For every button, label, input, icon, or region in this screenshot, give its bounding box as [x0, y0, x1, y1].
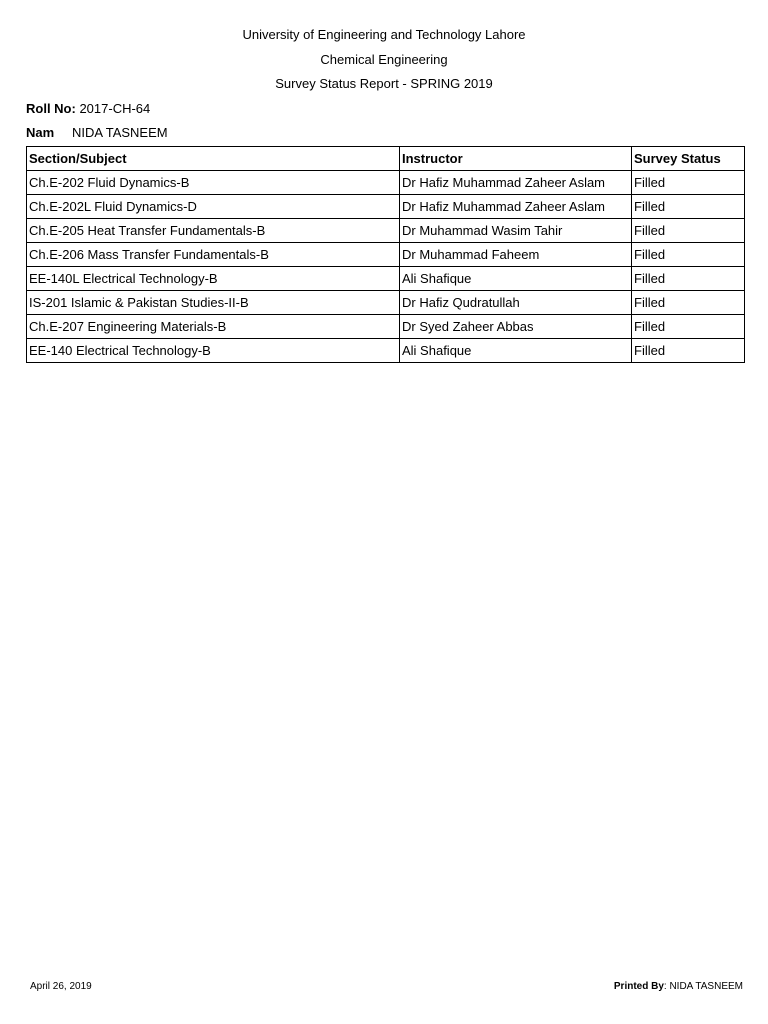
department-title: Chemical Engineering — [320, 52, 448, 67]
university-title: University of Engineering and Technology Lahore — [242, 27, 526, 42]
status-cell: Filled — [632, 339, 745, 363]
roll-number-value: 2017-CH-64 — [79, 101, 151, 116]
printed-by — [614, 981, 743, 992]
instructor-cell: Dr Hafiz Muhammad Zaheer Aslam — [400, 195, 632, 219]
table-row — [27, 267, 745, 291]
table-row — [27, 219, 745, 243]
status-cell: Filled — [632, 171, 745, 195]
instructor-cell: Dr Hafiz Muhammad Zaheer Aslam — [400, 171, 632, 195]
table-row — [27, 195, 745, 219]
subject-cell: Ch.E-205 Heat Transfer Fundamentals-B — [27, 219, 400, 243]
column-header-section-subject: Section/Subject — [27, 147, 400, 171]
subject-cell: Ch.E-202 Fluid Dynamics-B — [27, 171, 400, 195]
report-date: April 26, 2019 — [30, 981, 92, 992]
status-cell: Filled — [632, 291, 745, 315]
subject-cell: Ch.E-202L Fluid Dynamics-D — [27, 195, 400, 219]
status-cell: Filled — [632, 267, 745, 291]
column-header-survey-status: Survey Status — [632, 147, 745, 171]
status-cell: Filled — [632, 219, 745, 243]
subject-cell: IS-201 Islamic & Pakistan Studies-II-B — [27, 291, 400, 315]
status-cell: Filled — [632, 243, 745, 267]
table-row — [27, 243, 745, 267]
roll-number-row — [26, 101, 150, 116]
instructor-cell: Dr Syed Zaheer Abbas — [400, 315, 632, 339]
subject-cell: EE-140L Electrical Technology-B — [27, 267, 400, 291]
table-row — [27, 171, 745, 195]
report-title: Survey Status Report - SPRING 2019 — [275, 76, 493, 91]
table-row — [27, 339, 745, 363]
status-cell: Filled — [632, 195, 745, 219]
table-header-row — [27, 147, 745, 171]
subject-cell: Ch.E-207 Engineering Materials-B — [27, 315, 400, 339]
status-cell: Filled — [632, 315, 745, 339]
subject-cell: Ch.E-206 Mass Transfer Fundamentals-B — [27, 243, 400, 267]
instructor-cell: Ali Shafique — [400, 339, 632, 363]
instructor-cell: Dr Muhammad Faheem — [400, 243, 632, 267]
roll-number-label: Roll No: — [26, 101, 76, 116]
table-row — [27, 315, 745, 339]
student-name-value: NIDA TASNEEM — [72, 125, 168, 140]
instructor-cell: Dr Hafiz Qudratullah — [400, 291, 632, 315]
survey-status-table — [26, 146, 745, 363]
student-name-row — [26, 125, 168, 140]
instructor-cell: Ali Shafique — [400, 267, 632, 291]
printed-by-value: : NIDA TASNEEM — [663, 981, 743, 992]
subject-cell: EE-140 Electrical Technology-B — [27, 339, 400, 363]
printed-by-label: Printed By — [613, 981, 664, 992]
column-header-instructor: Instructor — [400, 147, 632, 171]
student-name-label: Nam — [26, 125, 55, 140]
instructor-cell: Dr Muhammad Wasim Tahir — [400, 219, 632, 243]
table-row — [27, 291, 745, 315]
